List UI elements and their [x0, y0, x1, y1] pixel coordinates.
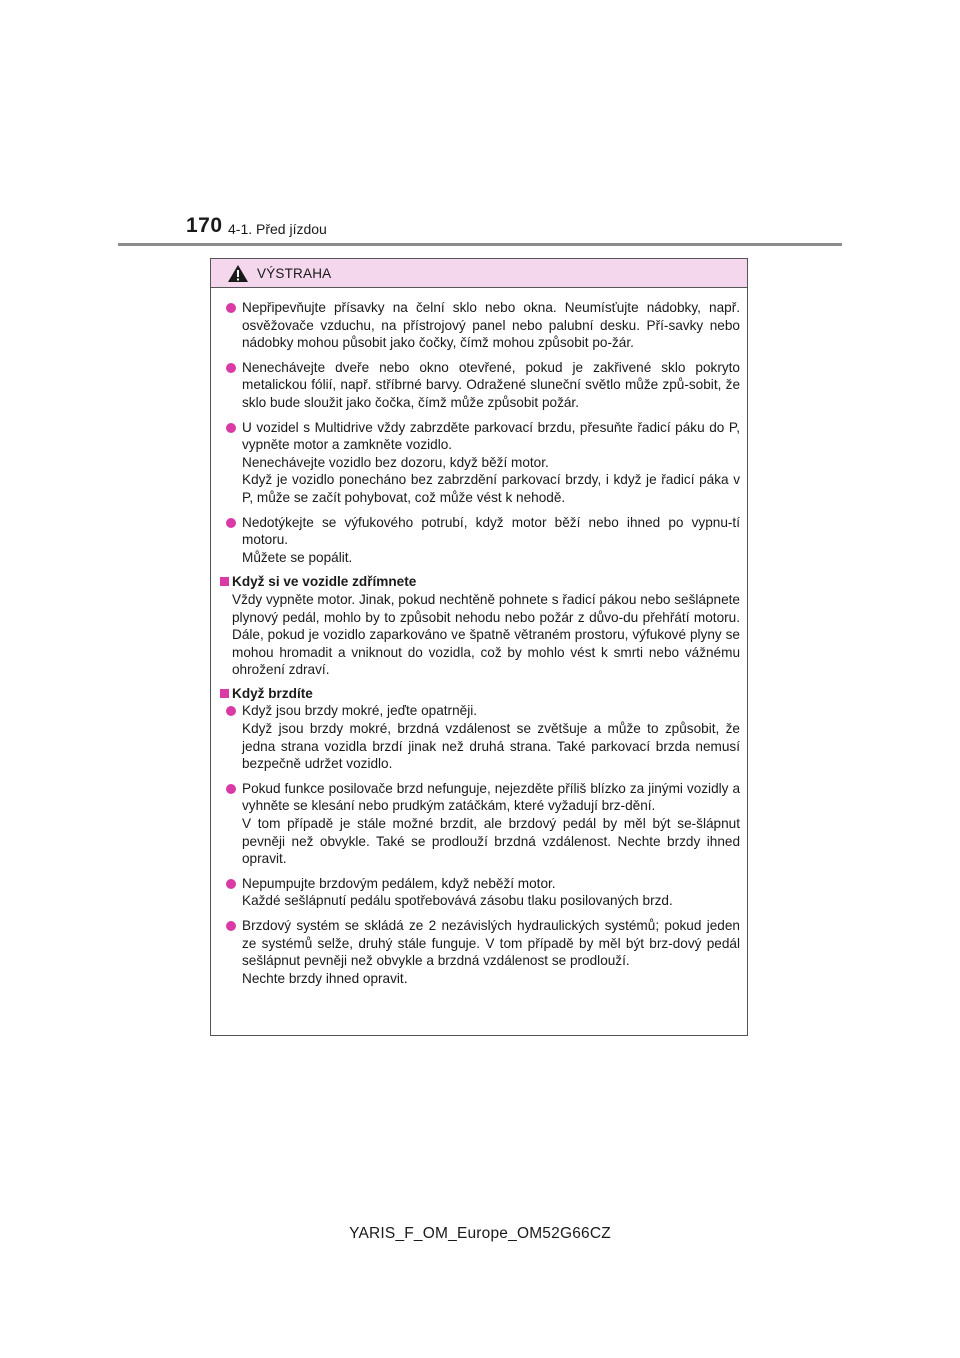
warning-triangle-icon — [227, 264, 249, 283]
section-heading — [218, 573, 740, 591]
bullet-item — [218, 514, 740, 567]
section-heading-text: Když si ve vozidle zdřímnete — [232, 574, 417, 590]
bullet-item — [218, 780, 740, 868]
bullet-dot-icon — [226, 363, 236, 373]
square-bullet-icon — [220, 689, 229, 698]
bullet-item — [218, 875, 740, 910]
section-heading-text: Když brzdíte — [232, 685, 313, 701]
bullet-paragraph: V tom případě je stále možné brzdit, ale brzdový pedál by měl být se-šlápnut pevněji než obvykle. Také se prodlouží brzdná vzdálenost. Nechte brzdy ihned opravit. — [242, 816, 740, 867]
bullet-paragraph: Brzdový systém se skládá ze 2 nezávislých hydraulických systémů; pokud jeden ze systémů selže, druhý stále funguje. V tom případě by měl být brz-dový pedál sešlápnut pevněji než obvykle a brzdná vzdálenost se prodlouží. — [242, 918, 740, 969]
header-rule — [118, 243, 842, 246]
bullet-item — [218, 419, 740, 507]
bullet-paragraph: Nedotýkejte se výfukového potrubí, když motor běží nebo ihned po vypnu-tí motoru. — [242, 514, 740, 548]
bullet-paragraph: Nenechávejte vozidlo bez dozoru, když běží motor. — [242, 454, 549, 470]
page-number: 170 — [186, 214, 223, 237]
bullet-paragraph: Když jsou brzdy mokré, jeďte opatrněji. — [242, 703, 478, 719]
section-heading — [218, 685, 740, 703]
bullet-paragraph: Pokud funkce posilovače brzd nefunguje, nejezděte příliš blízko za jinými vozidly a vyhněte se klesání nebo prudkým zatáčkám, které vyžadují brz-dění. — [242, 780, 740, 814]
bullet-dot-icon — [226, 879, 236, 889]
bullet-dot-icon — [226, 423, 236, 433]
square-bullet-icon — [220, 577, 229, 586]
warning-box — [210, 258, 748, 1036]
warning-body — [211, 288, 747, 987]
bullet-paragraph: U vozidel s Multidrive vždy zabrzděte parkovací brzdu, přesuňte řadicí páku do P, vypněte motor a zamkněte vozidlo. — [242, 419, 740, 453]
bullet-dot-icon — [226, 706, 236, 716]
bullet-paragraph: Nenechávejte dveře nebo okno otevřené, pokud je zakřivené sklo pokryto metalickou fólií, např. stříbrné barvy. Odražené sluneční světlo může způ-sobit, že sklo bude sloužit jako čočka, čímž může způsobit požár. — [242, 359, 740, 410]
bullet-item — [218, 917, 740, 987]
bullet-paragraph: Každé sešlápnutí pedálu spotřebovává zásobu tlaku posilovaných brzd. — [242, 893, 673, 909]
warning-title: VÝSTRAHA — [257, 265, 332, 281]
bullet-dot-icon — [226, 303, 236, 313]
bullet-paragraph: Když jsou brzdy mokré, brzdná vzdálenost se zvětšuje a může to způsobit, že jedna strana vozidla brzdí jinak než druhá strana. Také parkovací brzda nemusí bezpečně udržet vozidlo. — [242, 721, 740, 772]
bullet-dot-icon — [226, 518, 236, 528]
bullet-dot-icon — [226, 784, 236, 794]
bullet-paragraph: Můžete se popálit. — [242, 549, 353, 565]
bullet-item — [218, 299, 740, 352]
bullet-dot-icon — [226, 921, 236, 931]
section-title: 4-1. Před jízdou — [228, 221, 327, 237]
warning-header — [211, 259, 747, 288]
bullet-paragraph: Když je vozidlo ponecháno bez zabrzdění parkovací brzdy, i když je řadicí páka v P, může se začít pohybovat, což může vést k nehodě. — [242, 472, 740, 505]
bullet-paragraph: Nepřipevňujte přísavky na čelní sklo nebo okna. Neumísťujte nádobky, např. osvěžovače vzduchu, na přístrojový panel nebo palubní desku. Pří-savky nebo nádobky mohou působit jako čočky, čímž mohou způsobit po-žár. — [242, 300, 740, 351]
bullet-paragraph: Nepumpujte brzdovým pedálem, když neběží motor. — [242, 875, 556, 891]
bullet-item — [218, 359, 740, 412]
section-text: Vždy vypněte motor. Jinak, pokud nechtěně pohnete s řadicí pákou nebo sešlápnete plynový pedál, mohlo by to způsobit nehodu nebo požár z důvo-du přehřátí motoru. Dále, pokud je vozidlo zaparkováno ve špatně větraném prostoru, výfukové plyny se mohou hromadit a vniknout do vozidla, což by mohlo vést k smrti nebo vážnému ohrožení zdraví. — [232, 591, 740, 678]
footer-code: YARIS_F_OM_Europe_OM52G66CZ — [349, 1225, 611, 1242]
bullet-item — [218, 702, 740, 772]
bullet-paragraph: Nechte brzdy ihned opravit. — [242, 970, 408, 986]
